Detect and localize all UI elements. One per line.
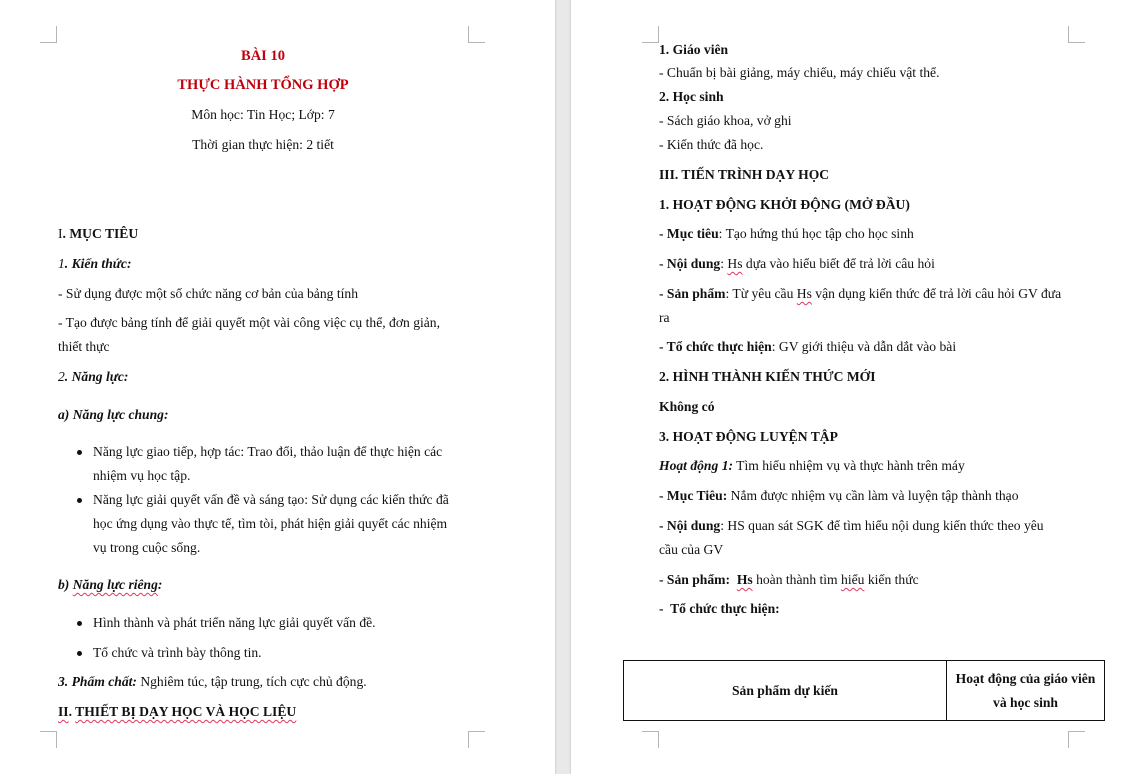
crop-mark bbox=[40, 26, 57, 43]
bullet-icon bbox=[77, 450, 82, 455]
table-header-expected-product: Sản phẩm dự kiến bbox=[624, 661, 947, 720]
crop-mark bbox=[1068, 26, 1085, 43]
activity-table bbox=[623, 660, 1105, 721]
crop-mark bbox=[40, 731, 57, 748]
bullet-text: Năng lực giải quyết vấn đề và sáng tạo: Sử dụng các kiến thức đã bbox=[93, 492, 449, 507]
specific-competence-heading: b) Năng lực riêng: bbox=[58, 577, 163, 592]
knowledge-item: - Sử dụng được một số chức năng cơ bản của bảng tính bbox=[58, 286, 358, 301]
student-heading: 2. Học sinh bbox=[659, 89, 724, 104]
crop-mark bbox=[468, 731, 485, 748]
qualities-line: 3. Phẩm chất: Nghiêm túc, tập trung, tích cực chủ động. bbox=[58, 674, 367, 689]
competence-heading: 2. Năng lực: bbox=[58, 369, 129, 384]
organization-line-2: - Tổ chức thực hiện: bbox=[659, 601, 780, 616]
objective-line-2: - Mục Tiêu: Nắm được nhiệm vụ cần làm và luyện tập thành thạo bbox=[659, 488, 1019, 503]
activity-heading-warmup: 1. HOẠT ĐỘNG KHỞI ĐỘNG (MỞ ĐẦU) bbox=[659, 197, 910, 212]
table-header-activities: Hoạt động của giáo viên và học sinh bbox=[955, 670, 1096, 710]
duration-line: Thời gian thực hiện: 2 tiết bbox=[192, 137, 334, 152]
none-text: Không có bbox=[659, 399, 715, 414]
teacher-item: - Chuẩn bị bài giảng, máy chiếu, máy chiếu vật thể. bbox=[659, 65, 940, 80]
section-heading-process: III. TIẾN TRÌNH DẠY HỌC bbox=[659, 167, 830, 182]
bullet-text: Hình thành và phát triển năng lực giải quyết vấn đề. bbox=[93, 615, 376, 630]
knowledge-item-cont: thiết thực bbox=[58, 339, 110, 354]
lesson-title: THỰC HÀNH TỔNG HỢP bbox=[177, 77, 349, 93]
objective-line: - Mục tiêu: Tạo hứng thú học tập cho học sinh bbox=[659, 226, 914, 241]
crop-mark bbox=[468, 26, 485, 43]
student-item: - Sách giáo khoa, vở ghi bbox=[659, 113, 792, 128]
bullet-text: Tổ chức và trình bày thông tin. bbox=[93, 645, 262, 660]
document-page-right bbox=[571, 0, 1128, 774]
crop-mark bbox=[642, 26, 659, 43]
product-line: - Sản phẩm: Từ yêu cầu Hs vận dụng kiến thức để trả lời câu hỏi GV đưa bbox=[659, 286, 1062, 301]
subject-line: Môn học: Tin Học; Lớp: 7 bbox=[191, 107, 335, 122]
general-competence-heading: a) Năng lực chung: bbox=[58, 407, 169, 422]
product-line-cont: ra bbox=[659, 310, 670, 325]
product-line-2: - Sản phẩm: Hs hoàn thành tìm hiểu kiến thức bbox=[659, 572, 919, 587]
crop-mark bbox=[642, 731, 659, 748]
bullet-icon bbox=[77, 651, 82, 656]
content-line: - Nội dung: Hs dựa vào hiểu biết để trả lời câu hỏi bbox=[659, 256, 935, 271]
crop-mark bbox=[1068, 731, 1085, 748]
bullet-icon bbox=[77, 621, 82, 626]
bullet-text-cont: vụ trong cuộc sống. bbox=[93, 540, 201, 555]
lesson-number: BÀI 10 bbox=[241, 48, 285, 64]
section-heading-objectives: I. MỤC TIÊU bbox=[58, 226, 139, 241]
organization-line: - Tổ chức thực hiện: GV giới thiệu và dẫn dắt vào bài bbox=[659, 339, 957, 354]
knowledge-heading: 1. Kiến thức: bbox=[58, 256, 132, 271]
teacher-heading: 1. Giáo viên bbox=[659, 42, 729, 57]
activity-heading-new-knowledge: 2. HÌNH THÀNH KIẾN THỨC MỚI bbox=[659, 369, 876, 384]
bullet-text-cont: học ứng dụng vào thực tế, tìm tòi, phát hiện giải quyết các nhiệm bbox=[93, 516, 448, 531]
content-line-2-cont: cầu của GV bbox=[659, 542, 724, 557]
content-line-2: - Nội dung: HS quan sát SGK để tìm hiểu nội dung kiến thức theo yêu bbox=[659, 518, 1044, 533]
bullet-text-cont: nhiệm vụ học tập. bbox=[93, 468, 191, 483]
bullet-text: Năng lực giao tiếp, hợp tác: Trao đổi, thảo luận để thực hiện các bbox=[93, 444, 443, 459]
document-page-left bbox=[0, 0, 555, 774]
activity-heading-practice: 3. HOẠT ĐỘNG LUYỆN TẬP bbox=[659, 429, 838, 444]
activity-1-line: Hoạt động 1: Tìm hiểu nhiệm vụ và thực hành trên máy bbox=[659, 458, 965, 473]
bullet-icon bbox=[77, 498, 82, 503]
knowledge-item: - Tạo được bảng tính để giải quyết một vài công việc cụ thể, đơn giản, bbox=[58, 315, 441, 330]
section-heading-equipment: II. THIẾT BỊ DẠY HỌC VÀ HỌC LIỆU bbox=[58, 704, 297, 719]
student-item: - Kiến thức đã học. bbox=[659, 137, 764, 152]
